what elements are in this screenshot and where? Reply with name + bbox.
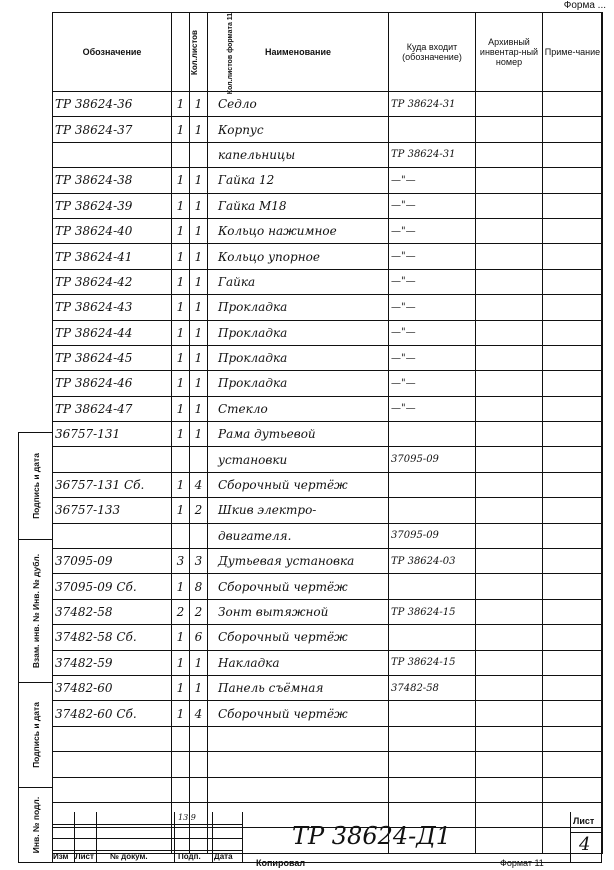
note-cell [543, 701, 603, 726]
goes-into-cell [389, 726, 476, 751]
note-cell [543, 218, 603, 243]
table-row [53, 574, 603, 599]
header-row [53, 13, 603, 92]
designation-cell [53, 142, 172, 167]
archive-cell [476, 345, 543, 370]
note-cell [543, 142, 603, 167]
table-row [53, 269, 603, 294]
note-cell [543, 422, 603, 447]
table-row [53, 396, 603, 421]
format-cell: 1 [190, 371, 208, 396]
sheets-cell: 1 [172, 193, 190, 218]
note-cell [543, 650, 603, 675]
goes-into-cell [389, 777, 476, 802]
goes-into-cell: ТР 38624-15 [389, 650, 476, 675]
format-cell: 2 [190, 498, 208, 523]
note-cell [543, 472, 603, 497]
archive-cell [476, 447, 543, 472]
format-cell: 1 [190, 345, 208, 370]
name-cell: Кольцо нажимное [208, 218, 389, 243]
format-cell: 2 [190, 599, 208, 624]
designation-cell: 36757-133 [53, 498, 172, 523]
copied-label: Копировал [256, 858, 306, 868]
format-cell [190, 777, 208, 802]
format-cell: 1 [190, 168, 208, 193]
goes-into-cell: 37095-09 [389, 523, 476, 548]
archive-cell [476, 701, 543, 726]
note-cell [543, 168, 603, 193]
note-cell [543, 574, 603, 599]
sheets-cell: 1 [172, 269, 190, 294]
side-field-replacement: Взам. инв. № Инв. № дубл. [18, 539, 52, 682]
table-row [53, 168, 603, 193]
sheets-cell [172, 447, 190, 472]
designation-cell: ТР 38624-39 [53, 193, 172, 218]
designation-cell: ТР 38624-44 [53, 320, 172, 345]
stamp-small-value: 13.9 [178, 813, 196, 822]
name-cell: Гайка [208, 269, 389, 294]
archive-cell [476, 549, 543, 574]
name-cell: капельницы [208, 142, 389, 167]
designation-cell: 37482-60 [53, 675, 172, 700]
sheets-cell: 1 [172, 625, 190, 650]
designation-cell [53, 752, 172, 777]
format-cell: 1 [190, 117, 208, 142]
format-cell: 1 [190, 295, 208, 320]
note-cell [543, 117, 603, 142]
sheets-cell [172, 752, 190, 777]
table-row [53, 320, 603, 345]
sheets-cell: 1 [172, 295, 190, 320]
archive-cell [476, 472, 543, 497]
goes-into-cell [389, 117, 476, 142]
designation-cell: ТР 38624-41 [53, 244, 172, 269]
format-cell: 4 [190, 701, 208, 726]
designation-cell: 36757-131 Сб. [53, 472, 172, 497]
goes-into-cell: 37095-09 [389, 447, 476, 472]
designation-cell: 37482-59 [53, 650, 172, 675]
table-row [53, 675, 603, 700]
designation-cell: ТР 38624-45 [53, 345, 172, 370]
name-cell [208, 726, 389, 751]
archive-cell [476, 726, 543, 751]
name-cell: Дутьевая установка [208, 549, 389, 574]
sheet-number: 4 [579, 834, 591, 855]
stamp-list: Лист [75, 852, 94, 861]
header-goes-into: Куда входит (обозначение) [389, 13, 476, 92]
name-cell: Прокладка [208, 345, 389, 370]
goes-into-cell: —"— [389, 320, 476, 345]
note-cell [543, 675, 603, 700]
sheets-cell: 1 [172, 396, 190, 421]
sheets-cell: 1 [172, 650, 190, 675]
name-cell: Прокладка [208, 295, 389, 320]
note-cell [543, 396, 603, 421]
note-cell [543, 777, 603, 802]
archive-cell [476, 498, 543, 523]
table-row [53, 142, 603, 167]
designation-cell [53, 523, 172, 548]
name-cell: двигателя. [208, 523, 389, 548]
archive-cell [476, 117, 543, 142]
name-cell: Сборочный чертёж [208, 574, 389, 599]
note-cell [543, 269, 603, 294]
name-cell [208, 777, 389, 802]
table-row [53, 498, 603, 523]
sheets-cell: 1 [172, 117, 190, 142]
note-cell [543, 549, 603, 574]
archive-cell [476, 675, 543, 700]
designation-cell: ТР 38624-36 [53, 92, 172, 117]
format-cell: 1 [190, 675, 208, 700]
table-row [53, 117, 603, 142]
archive-cell [476, 650, 543, 675]
goes-into-cell: —"— [389, 168, 476, 193]
format-cell: 1 [190, 650, 208, 675]
name-cell: Рама дутьевой [208, 422, 389, 447]
format-cell [190, 752, 208, 777]
sheets-cell [172, 523, 190, 548]
side-field-signature-2: Подпись и дата [18, 682, 52, 787]
format-cell [190, 726, 208, 751]
header-format: Кол.листов формата 11 [190, 13, 208, 92]
table-row [53, 777, 603, 802]
table-row [53, 726, 603, 751]
goes-into-cell: ТР 38624-15 [389, 599, 476, 624]
sheets-cell: 1 [172, 218, 190, 243]
name-cell: Стекло [208, 396, 389, 421]
archive-cell [476, 777, 543, 802]
sheets-cell: 1 [172, 320, 190, 345]
format-cell: 6 [190, 625, 208, 650]
header-sheets: Кол.листов [172, 13, 190, 92]
format-cell: 3 [190, 549, 208, 574]
archive-cell [476, 142, 543, 167]
name-cell: установки [208, 447, 389, 472]
designation-cell [53, 777, 172, 802]
format-cell: 1 [190, 218, 208, 243]
designation-cell: ТР 38624-38 [53, 168, 172, 193]
table-row [53, 625, 603, 650]
table-row [53, 92, 603, 117]
goes-into-cell: ТР 38624-31 [389, 92, 476, 117]
sheet-label: Лист [573, 816, 595, 826]
name-cell: Накладка [208, 650, 389, 675]
archive-cell [476, 269, 543, 294]
designation-cell: 37482-58 Сб. [53, 625, 172, 650]
name-cell [208, 752, 389, 777]
archive-cell [476, 574, 543, 599]
table-row [53, 218, 603, 243]
designation-cell: ТР 38624-40 [53, 218, 172, 243]
note-cell [543, 371, 603, 396]
document-code: ТР 38624-Д1 [292, 822, 452, 850]
goes-into-cell: 37482-58 [389, 675, 476, 700]
table-row [53, 422, 603, 447]
sheets-cell [172, 726, 190, 751]
goes-into-cell: —"— [389, 218, 476, 243]
archive-cell [476, 371, 543, 396]
archive-cell [476, 523, 543, 548]
sheets-cell [172, 142, 190, 167]
format-cell: 1 [190, 193, 208, 218]
format-cell [190, 142, 208, 167]
name-cell: Прокладка [208, 371, 389, 396]
sheets-cell: 1 [172, 422, 190, 447]
goes-into-cell [389, 752, 476, 777]
note-cell [543, 295, 603, 320]
note-cell [543, 599, 603, 624]
name-cell: Шкив электро- [208, 498, 389, 523]
designation-cell: 37095-09 [53, 549, 172, 574]
name-cell: Корпус [208, 117, 389, 142]
goes-into-cell [389, 422, 476, 447]
title-block [52, 812, 602, 863]
sheets-cell: 1 [172, 92, 190, 117]
goes-into-cell [389, 574, 476, 599]
designation-cell: ТР 38624-47 [53, 396, 172, 421]
goes-into-cell: —"— [389, 295, 476, 320]
name-cell: Гайка М18 [208, 193, 389, 218]
designation-cell: 37482-58 [53, 599, 172, 624]
stamp-data: Дата [214, 852, 233, 861]
sheets-cell: 1 [172, 244, 190, 269]
format-cell: 8 [190, 574, 208, 599]
sheets-cell: 1 [172, 371, 190, 396]
archive-cell [476, 422, 543, 447]
table-row [53, 295, 603, 320]
archive-cell [476, 396, 543, 421]
designation-cell: 37095-09 Сб. [53, 574, 172, 599]
archive-cell [476, 193, 543, 218]
note-cell [543, 726, 603, 751]
goes-into-cell: —"— [389, 193, 476, 218]
goes-into-cell [389, 625, 476, 650]
goes-into-cell [389, 472, 476, 497]
sheets-cell: 1 [172, 498, 190, 523]
designation-cell: 37482-60 Сб. [53, 701, 172, 726]
designation-cell [53, 726, 172, 751]
table-row [53, 523, 603, 548]
goes-into-cell: ТР 38624-03 [389, 549, 476, 574]
format-cell: 1 [190, 244, 208, 269]
format-cell: 1 [190, 320, 208, 345]
sheets-cell: 1 [172, 472, 190, 497]
designation-cell: ТР 38624-42 [53, 269, 172, 294]
note-cell [543, 523, 603, 548]
format-cell: 1 [190, 422, 208, 447]
name-cell: Кольцо упорное [208, 244, 389, 269]
archive-cell [476, 320, 543, 345]
goes-into-cell: —"— [389, 396, 476, 421]
stamp-podp: Подп. [178, 852, 201, 861]
format-cell: 1 [190, 396, 208, 421]
archive-cell [476, 295, 543, 320]
note-cell [543, 752, 603, 777]
sheets-cell: 1 [172, 345, 190, 370]
archive-cell [476, 752, 543, 777]
sheets-cell: 1 [172, 701, 190, 726]
sheets-cell: 1 [172, 168, 190, 193]
table-row [53, 549, 603, 574]
name-cell: Панель съёмная [208, 675, 389, 700]
format-cell: 4 [190, 472, 208, 497]
archive-cell [476, 599, 543, 624]
table-row [53, 472, 603, 497]
name-cell: Прокладка [208, 320, 389, 345]
side-field-inventory: Инв. № подл. [18, 787, 52, 863]
note-cell [543, 92, 603, 117]
name-cell: Гайка 12 [208, 168, 389, 193]
table-row [53, 701, 603, 726]
table-row [53, 447, 603, 472]
stamp-izm: Изм [53, 852, 69, 861]
goes-into-cell: ТР 38624-31 [389, 142, 476, 167]
name-cell: Сборочный чертёж [208, 701, 389, 726]
designation-cell: ТР 38624-46 [53, 371, 172, 396]
format-cell: 1 [190, 92, 208, 117]
note-cell [543, 447, 603, 472]
header-designation: Обозначение [53, 13, 172, 92]
format-cell [190, 447, 208, 472]
format-label: Формат 11 [500, 858, 544, 868]
goes-into-cell: —"— [389, 345, 476, 370]
header-note: Приме-чание [543, 13, 603, 92]
note-cell [543, 498, 603, 523]
format-cell [190, 523, 208, 548]
table-row [53, 752, 603, 777]
goes-into-cell: —"— [389, 244, 476, 269]
archive-cell [476, 218, 543, 243]
name-cell: Сборочный чертёж [208, 472, 389, 497]
archive-cell [476, 244, 543, 269]
sheets-cell: 1 [172, 574, 190, 599]
goes-into-cell [389, 498, 476, 523]
note-cell [543, 345, 603, 370]
table-row [53, 345, 603, 370]
sheets-cell [172, 777, 190, 802]
designation-cell: ТР 38624-43 [53, 295, 172, 320]
name-cell: Зонт вытяжной [208, 599, 389, 624]
side-field-signature-1: Подпись и дата [18, 432, 52, 539]
sheets-cell: 3 [172, 549, 190, 574]
name-cell: Сборочный чертёж [208, 625, 389, 650]
goes-into-cell: —"— [389, 269, 476, 294]
format-cell: 1 [190, 269, 208, 294]
note-cell [543, 193, 603, 218]
note-cell [543, 320, 603, 345]
archive-cell [476, 168, 543, 193]
table-row [53, 193, 603, 218]
note-cell [543, 625, 603, 650]
stamp-doc: № докум. [110, 852, 148, 861]
goes-into-cell [389, 701, 476, 726]
note-cell [543, 244, 603, 269]
sheets-cell: 2 [172, 599, 190, 624]
designation-cell: 36757-131 [53, 422, 172, 447]
table-row [53, 599, 603, 624]
table-row [53, 371, 603, 396]
archive-cell [476, 92, 543, 117]
table-row [53, 244, 603, 269]
archive-cell [476, 625, 543, 650]
form-label: Форма ... [563, 0, 606, 11]
name-cell: Седло [208, 92, 389, 117]
designation-cell [53, 447, 172, 472]
sheets-cell: 1 [172, 675, 190, 700]
specification-table [52, 12, 603, 854]
designation-cell: ТР 38624-37 [53, 117, 172, 142]
header-archive: Архивный инвентар-ный номер [476, 13, 543, 92]
header-name: Наименование [208, 13, 389, 92]
table-row [53, 650, 603, 675]
goes-into-cell: —"— [389, 371, 476, 396]
